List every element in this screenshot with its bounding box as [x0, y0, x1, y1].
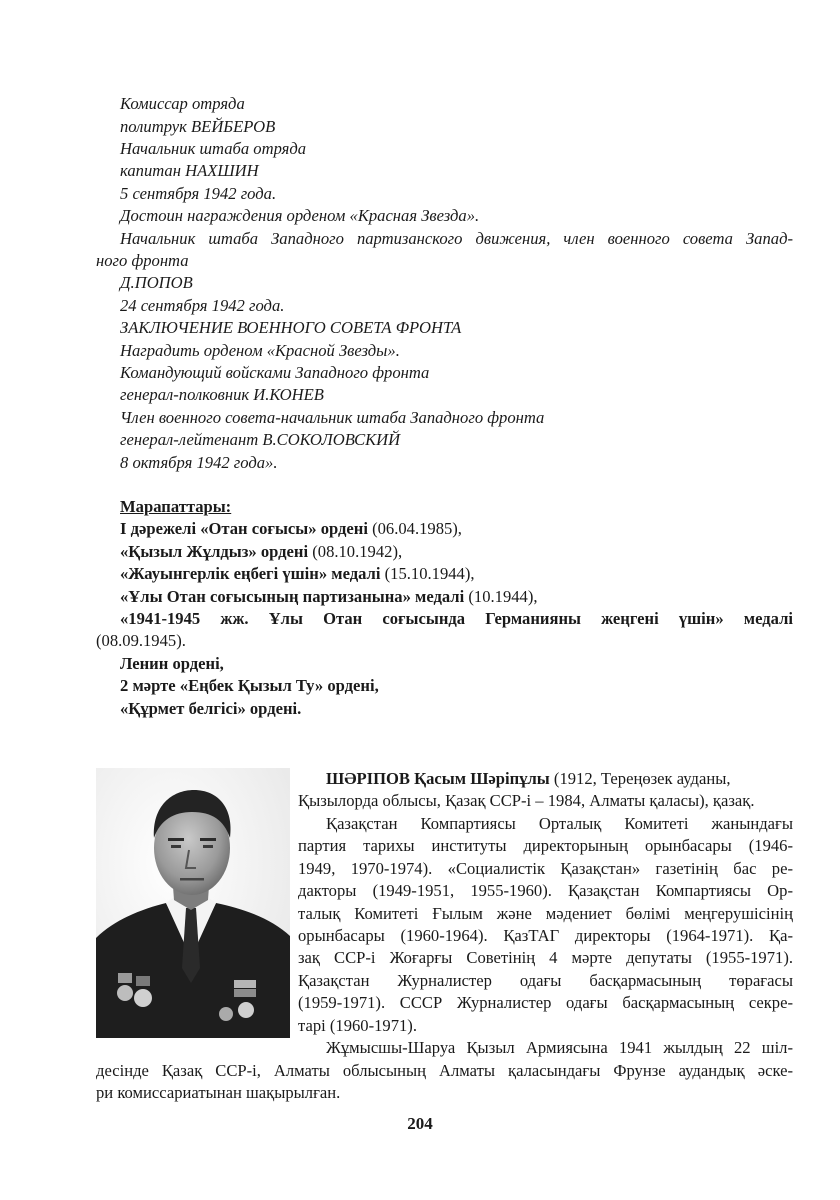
award-name: «Ұлы Отан соғысының партизанына» медалі: [120, 587, 465, 606]
text-line: капитан НАХШИН: [120, 161, 259, 180]
portrait-photo: [96, 768, 290, 1038]
text-line: политрук ВЕЙБЕРОВ: [120, 117, 276, 136]
bio-line: (1959-1971). СССР Журналистер одағы басқармасының секре-: [298, 993, 793, 1012]
text-line: Достоин награждения орденом «Красная Звезда».: [120, 206, 480, 225]
bio-line: Қазақстан Журналистер одағы басқармасының төрағасы: [298, 971, 793, 990]
text-line: Член военного совета-начальник штаба Западного фронта: [120, 408, 545, 427]
award-item: «Құрмет белгісі» ордені.: [120, 699, 302, 718]
award-date: (08.10.1942),: [308, 542, 403, 561]
award-name: «Қызыл Жұлдыз» ордені: [120, 542, 309, 561]
awards-heading: Марапаттары:: [120, 497, 232, 516]
bio-line: дакторы (1949-1951, 1955-1960). Қазақстан Компартиясы Ор-: [298, 881, 793, 900]
bio-line: [326, 768, 731, 790]
bio-line: талық Комитеті Ғылым және мәдениет бөлімі меңгерушісінің: [298, 904, 793, 923]
award-item: «1941-1945 жж. Ұлы Отан соғысында Германияны жеңгені үшін» медалі: [120, 609, 793, 628]
bio-line: партия тарихы институты директорының орынбасары (1946-: [298, 836, 793, 855]
text-line: Начальник штаба Западного партизанского движения, член военного совета Запад-: [120, 229, 793, 248]
page-number: 204: [407, 1114, 433, 1133]
award-date: (06.04.1985),: [367, 519, 462, 538]
bio-line: ри комиссариатынан шақырылған.: [96, 1083, 341, 1102]
bio-line: Қазақстан Компартиясы Орталық Комитеті жанындағы: [326, 814, 793, 833]
bio-line: орынбасары (1960-1964). ҚазТАГ директоры (1964-1971). Қа-: [298, 926, 793, 945]
bio-line: Қызылорда облысы, Қазақ ССР-і – 1984, Алматы қаласы), қазақ.: [298, 791, 755, 810]
award-date: (08.09.1945).: [96, 631, 186, 650]
text-line: 5 сентября 1942 года.: [120, 184, 277, 203]
bio-name: ШӘРІПОВ Қасым Шәріпұлы: [326, 769, 550, 788]
text-line: 8 октября 1942 года».: [120, 453, 278, 472]
text-line: Д.ПОПОВ: [120, 273, 193, 292]
award-item: 2 мәрте «Еңбек Қызыл Ту» ордені,: [120, 676, 379, 695]
text-line: генерал-лейтенант В.СОКОЛОВСКИЙ: [120, 430, 401, 449]
text-line: Начальник штаба отряда: [120, 139, 307, 158]
award-date: (15.10.1944),: [380, 564, 475, 583]
text-line: Наградить орденом «Красной Звезды».: [120, 341, 400, 360]
award-item: Ленин ордені,: [120, 654, 224, 673]
text-line: ного фронта: [96, 251, 189, 270]
text-line: Комиссар отряда: [120, 94, 245, 113]
text-line: ЗАКЛЮЧЕНИЕ ВОЕННОГО СОВЕТА ФРОНТА: [120, 318, 462, 337]
bio-line: десінде Қазақ ССР-і, Алматы облысының Алматы қаласындағы Фрунзе аудандық әске-: [96, 1061, 793, 1080]
bio-line: тарі (1960-1971).: [298, 1016, 417, 1035]
text-line: генерал-полковник И.КОНЕВ: [120, 385, 324, 404]
bio-text: (1912, Тереңөзек ауданы,: [549, 769, 731, 788]
bio-line: 1949, 1970-1974). «Социалистік Қазақстан» газетінің бас ре-: [298, 859, 793, 878]
text-line: 24 сентября 1942 года.: [120, 296, 285, 315]
award-name: І дәрежелі «Отан соғысы» ордені: [120, 519, 368, 538]
award-name: «Жауынгерлік еңбегі үшін» медалі: [120, 564, 381, 583]
text-line: Командующий войсками Западного фронта: [120, 363, 430, 382]
award-item: [120, 518, 462, 540]
award-date: (10.1944),: [464, 587, 538, 606]
bio-line: зақ ССР-і Жоғарғы Советінің 4 мәрте депутаты (1955-1971).: [298, 948, 793, 967]
award-item: [120, 563, 475, 585]
bio-line: Жұмысшы-Шаруа Қызыл Армиясына 1941 жылдың 22 шіл-: [326, 1038, 793, 1057]
award-item: [120, 586, 538, 608]
award-item: [120, 541, 402, 563]
